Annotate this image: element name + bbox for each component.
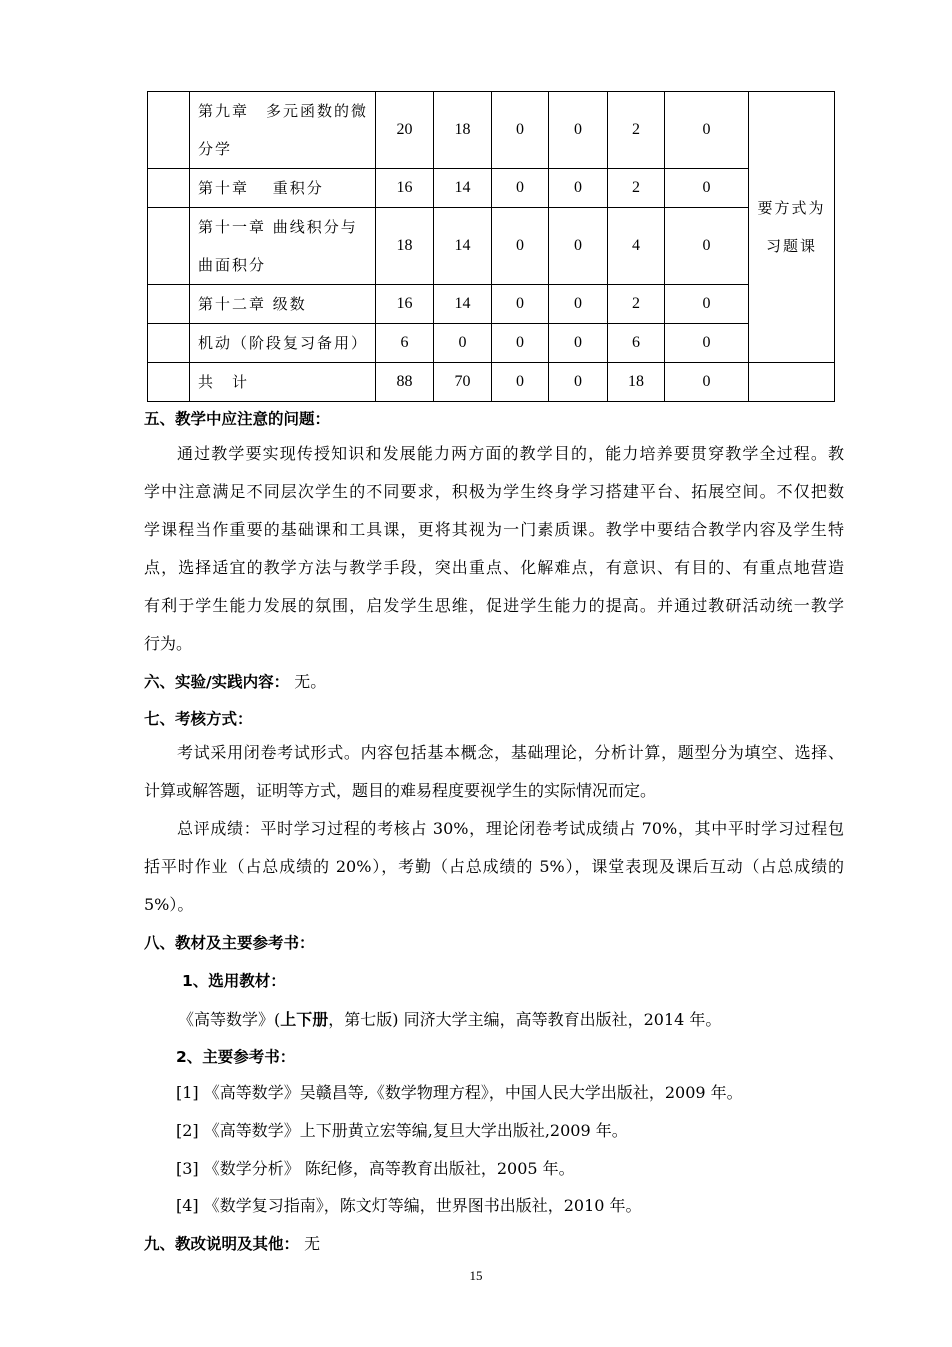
table-row xyxy=(148,208,835,285)
table-cell: 4 xyxy=(608,208,665,285)
table-cell: 2 xyxy=(608,285,665,324)
table-cell xyxy=(148,92,190,169)
paragraph-line: 括平时作业（占总成绩的 20%），考勤（占总成绩的 5%），课堂表现及课后互动（占总成绩的 xyxy=(144,857,844,876)
table-cell: 2 xyxy=(608,92,665,169)
table-cell: 0 xyxy=(549,285,608,324)
table-row xyxy=(148,324,835,363)
hours-table xyxy=(147,91,835,402)
paragraph-line: 有利于学生能力发展的氛围，启发学生思维，促进学生能力的提高。并通过教研活动统一教学 xyxy=(144,596,844,615)
paragraph-line: 通过教学要实现传授知识和发展能力两方面的教学目的，能力培养要贯穿教学全过程。教 xyxy=(177,444,844,463)
chapter-cell: 第十二章 级数 xyxy=(190,285,376,324)
table-cell: 0 xyxy=(549,169,608,208)
table-cell: 18 xyxy=(608,363,665,402)
section-heading: 九、教改说明及其他： xyxy=(144,1235,300,1253)
table-cell xyxy=(148,285,190,324)
table-cell: 0 xyxy=(665,324,749,363)
table-row xyxy=(148,169,835,208)
reference-item: [1] 《高等数学》吴赣昌等,《数学物理方程》，中国人民大学出版社，2009 年。 xyxy=(176,1083,743,1102)
section-heading: 六、实验/实践内容： xyxy=(144,673,290,691)
table-cell: 2 xyxy=(608,169,665,208)
reference-item: [4] 《数学复习指南》，陈文灯等编，世界图书出版社，2010 年。 xyxy=(176,1196,642,1215)
table-cell: 6 xyxy=(376,324,434,363)
table-cell: 6 xyxy=(608,324,665,363)
section9-value: 无 xyxy=(304,1234,321,1253)
section7-paragraph-1 xyxy=(144,734,844,810)
table-cell: 16 xyxy=(376,285,434,324)
section7-paragraph-2 xyxy=(144,810,844,924)
page-number: 15 xyxy=(469,1268,483,1283)
table-cell xyxy=(148,363,190,402)
table-cell: 0 xyxy=(492,363,549,402)
table-cell: 88 xyxy=(376,363,434,402)
table-cell: 70 xyxy=(434,363,492,402)
table-row-total xyxy=(148,363,835,402)
table-cell: 0 xyxy=(492,169,549,208)
table-cell: 0 xyxy=(549,208,608,285)
paragraph-line: 点，选择适宜的教学方法与教学手段，突出重点、化解难点，有意识、有目的、有重点地营造 xyxy=(144,558,844,577)
table-cell: 0 xyxy=(434,324,492,363)
table-cell xyxy=(749,363,835,402)
table-cell: 0 xyxy=(549,92,608,169)
table-cell: 14 xyxy=(434,208,492,285)
table-cell xyxy=(148,208,190,285)
subheading-textbook: 1、选用教材： xyxy=(182,972,286,990)
table-cell: 0 xyxy=(665,169,749,208)
table-cell: 16 xyxy=(376,169,434,208)
chapter-cell: 共 计 xyxy=(190,363,376,402)
chapter-cell: 第十一章 曲线积分与 曲面积分 xyxy=(190,208,376,285)
section-heading: 八、教材及主要参考书： xyxy=(144,934,315,952)
table-row xyxy=(148,285,835,324)
table-cell: 14 xyxy=(434,169,492,208)
table-cell: 0 xyxy=(492,324,549,363)
table-cell: 0 xyxy=(665,285,749,324)
table-cell: 0 xyxy=(665,363,749,402)
paragraph-line: 学中注意满足不同层次学生的不同要求，积极为学生终身学习搭建平台、拓展空间。不仅把数 xyxy=(144,482,844,501)
table-cell: 0 xyxy=(492,208,549,285)
table-cell: 0 xyxy=(665,92,749,169)
table-cell: 20 xyxy=(376,92,434,169)
section9 xyxy=(144,1231,844,1254)
table-cell: 0 xyxy=(665,208,749,285)
paragraph-line: 5%）。 xyxy=(144,895,194,914)
table-cell: 0 xyxy=(549,363,608,402)
table-cell xyxy=(148,324,190,363)
table-cell: 18 xyxy=(434,92,492,169)
paragraph-line: 行为。 xyxy=(144,634,193,653)
section6-value: 无。 xyxy=(294,672,327,691)
table-cell: 18 xyxy=(376,208,434,285)
reference-item: [2] 《高等数学》上下册黄立宏等编,复旦大学出版社,2009 年。 xyxy=(176,1121,628,1140)
section-heading: 七、考核方式： xyxy=(144,710,253,728)
table-row xyxy=(148,92,835,169)
paragraph-line: 总评成绩：平时学习过程的考核占 30%，理论闭卷考试成绩占 70%，其中平时学习过程包 xyxy=(177,819,844,838)
reference-item: [3] 《数学分析》 陈纪修，高等教育出版社，2005 年。 xyxy=(176,1159,575,1178)
paragraph-line: 考试采用闭卷考试形式。内容包括基本概念，基础理论，分析计算，题型分为填空、选择、 xyxy=(177,743,844,762)
table-cell: 0 xyxy=(549,324,608,363)
section5-paragraph xyxy=(144,435,844,663)
section-heading: 五、教学中应注意的问题： xyxy=(144,410,331,428)
paragraph-line: 计算或解答题，证明等方式，题目的难易程度要视学生的实际情况而定。 xyxy=(144,781,657,800)
table-cell xyxy=(148,169,190,208)
textbook-entry: 《高等数学》(上下册，第七版) 同济大学主编，高等教育出版社，2014 年。 xyxy=(178,1010,722,1029)
table-cell: 0 xyxy=(492,92,549,169)
section6 xyxy=(144,669,844,692)
table-cell: 0 xyxy=(492,285,549,324)
subheading-references: 2、主要参考书： xyxy=(176,1048,296,1066)
chapter-cell: 机动（阶段复习备用） xyxy=(190,324,376,363)
chapter-cell: 第九章 多元函数的微 分学 xyxy=(190,92,376,169)
table-cell: 14 xyxy=(434,285,492,324)
note-cell: 要方式为 习题课 xyxy=(749,92,835,363)
chapter-cell: 第十章 重积分 xyxy=(190,169,376,208)
paragraph-line: 学课程当作重要的基础课和工具课，更将其视为一门素质课。教学中要结合教学内容及学生特 xyxy=(144,520,844,539)
